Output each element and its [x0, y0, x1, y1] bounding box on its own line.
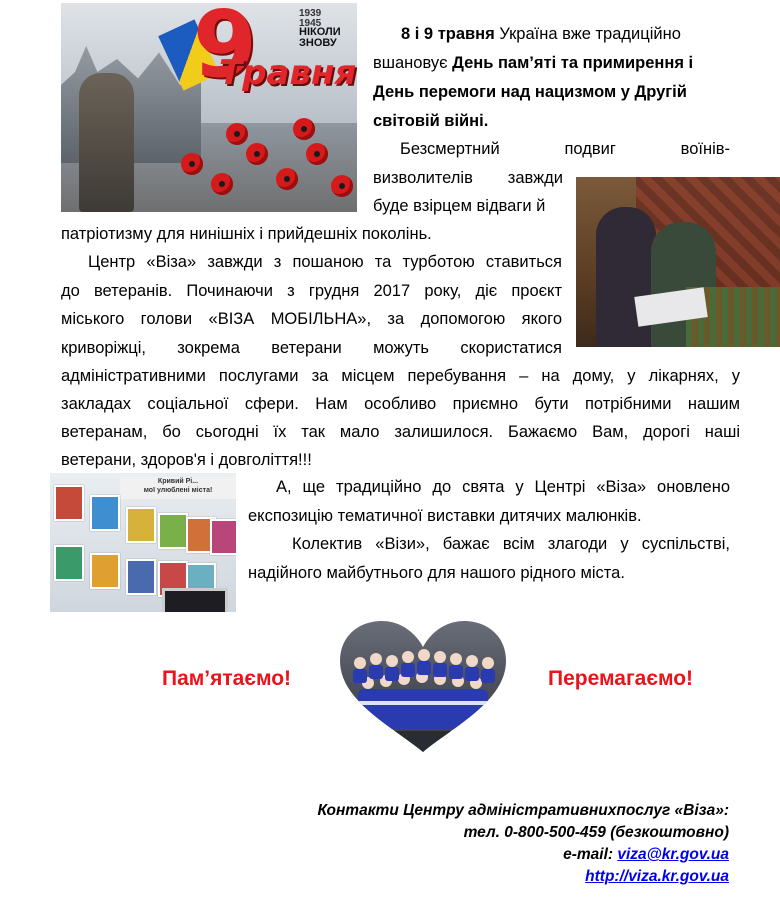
p3-line3: міського голови «ВІЗА МОБІЛЬНА», за допомогою якого — [61, 310, 562, 328]
poster-big-number: 9 — [193, 3, 258, 98]
exhibition-banner-line2: мої улюблені міста! — [143, 487, 213, 494]
poppy-icon — [211, 173, 233, 195]
p2-line3: буде взірцем відваги й — [373, 197, 546, 215]
poppy-icon — [226, 123, 248, 145]
contacts-email-label: e-mail: — [563, 846, 618, 863]
drawing-thumbnail — [90, 495, 120, 531]
poster-slogan-line1: НІКОЛИ — [299, 26, 341, 38]
p1-line2-b: День пам’яті та примирення і — [452, 54, 694, 72]
slogan-overcome: Перемагаємо! — [548, 667, 694, 690]
website-link[interactable]: http://viza.kr.gov.ua — [585, 868, 729, 885]
poppy-icon — [181, 153, 203, 175]
p1-intro: Україна вже традиційно — [494, 25, 681, 43]
heart-icon — [338, 619, 508, 754]
p3-line4: криворіжці, зокрема ветерани можуть скористатися — [61, 339, 562, 357]
exhibition-monitor — [162, 588, 228, 612]
p3-line1: Центр «Віза» завжди з пошаною та турботою ставиться — [88, 253, 562, 271]
team-heart-photo — [338, 619, 508, 754]
children-drawings-exhibition-photo — [50, 473, 236, 612]
contacts-phone: тел. 0-800-500-459 (безкоштовно) — [463, 824, 729, 841]
p2-line4: патріотизму для нинішніх і прийдешніх поколінь. — [61, 225, 432, 243]
p3-line7: ветеранам, бо сьогодні їх так мало залишилося. Бажаємо Вам, дорогі наші — [61, 423, 740, 441]
poster-word: Травня — [219, 53, 357, 93]
p2-line1: Безсмертний подвиг воїнів- — [400, 140, 730, 158]
p1-line4 — [373, 109, 488, 134]
poster-slogan — [299, 27, 341, 49]
p3-line5: адміністративними послугами за місцем перебування – на дому, у лікарнях, у — [61, 367, 740, 385]
p1-line2-a: вшановує — [373, 54, 453, 72]
veteran-visit-photo — [576, 177, 780, 347]
p1-line3-text: День перемоги над нацизмом у Другій — [373, 83, 687, 101]
p5-line1: Колектив «Візи», бажає всім злагоди у суспільстві, — [292, 535, 730, 553]
p5-line2: надійного майбутнього для нашого рідного міста. — [248, 564, 625, 582]
p4-line2: експозицію тематичної виставки дитячих малюнків. — [248, 507, 642, 525]
poster-year-start: 1939 — [299, 8, 322, 19]
poppy-icon — [246, 143, 268, 165]
drawing-thumbnail — [54, 485, 84, 521]
victory-day-poster-image — [61, 3, 357, 212]
poster-year-end: 1945 — [299, 18, 322, 29]
drawing-thumbnail — [54, 545, 84, 581]
contacts-block — [318, 800, 729, 888]
drawing-thumbnail — [158, 513, 188, 549]
drawing-thumbnail — [210, 519, 236, 555]
poster-soldier — [79, 73, 134, 212]
poppy-icon — [276, 168, 298, 190]
p2-line2: визволителів завжди — [373, 169, 563, 187]
contacts-title: Контакти Центру адміністративнихпослуг «Віза»: — [317, 802, 729, 819]
poppy-icon — [331, 175, 353, 197]
poster-slogan-line2: ЗНОВУ — [299, 37, 337, 49]
p1-line3 — [373, 80, 687, 105]
slogan-remember: Пам’ятаємо! — [162, 667, 292, 690]
p1-line4-text: світовій війні. — [373, 112, 489, 130]
p1-date: 8 і 9 травня — [401, 25, 495, 43]
exhibition-banner — [120, 477, 236, 499]
p1-line1 — [373, 22, 730, 47]
drawing-thumbnail — [90, 553, 120, 589]
drawing-thumbnail — [126, 559, 156, 595]
poppy-icon — [293, 118, 315, 140]
photo-person — [596, 207, 656, 347]
email-link[interactable]: viza@kr.gov.ua — [617, 846, 729, 863]
poppy-icon — [306, 143, 328, 165]
p3-line6: закладах соціальної сфери. Нам особливо приємно бути потрібними нашим — [61, 395, 740, 413]
p3-line2: до ветеранів. Починаючи з грудня 2017 року, діє проєкт — [61, 282, 562, 300]
p1-line2 — [373, 51, 693, 76]
p4-line1: А, ще традиційно до свята у Центрі «Віза» оновлено — [276, 478, 730, 496]
contacts-website-line — [318, 866, 729, 888]
p3-line8: ветерани, здоров'я і довголіття!!! — [61, 451, 312, 469]
exhibition-banner-line1: Кривий Рі... — [157, 478, 199, 485]
drawing-thumbnail — [126, 507, 156, 543]
contacts-email-line — [318, 844, 729, 866]
